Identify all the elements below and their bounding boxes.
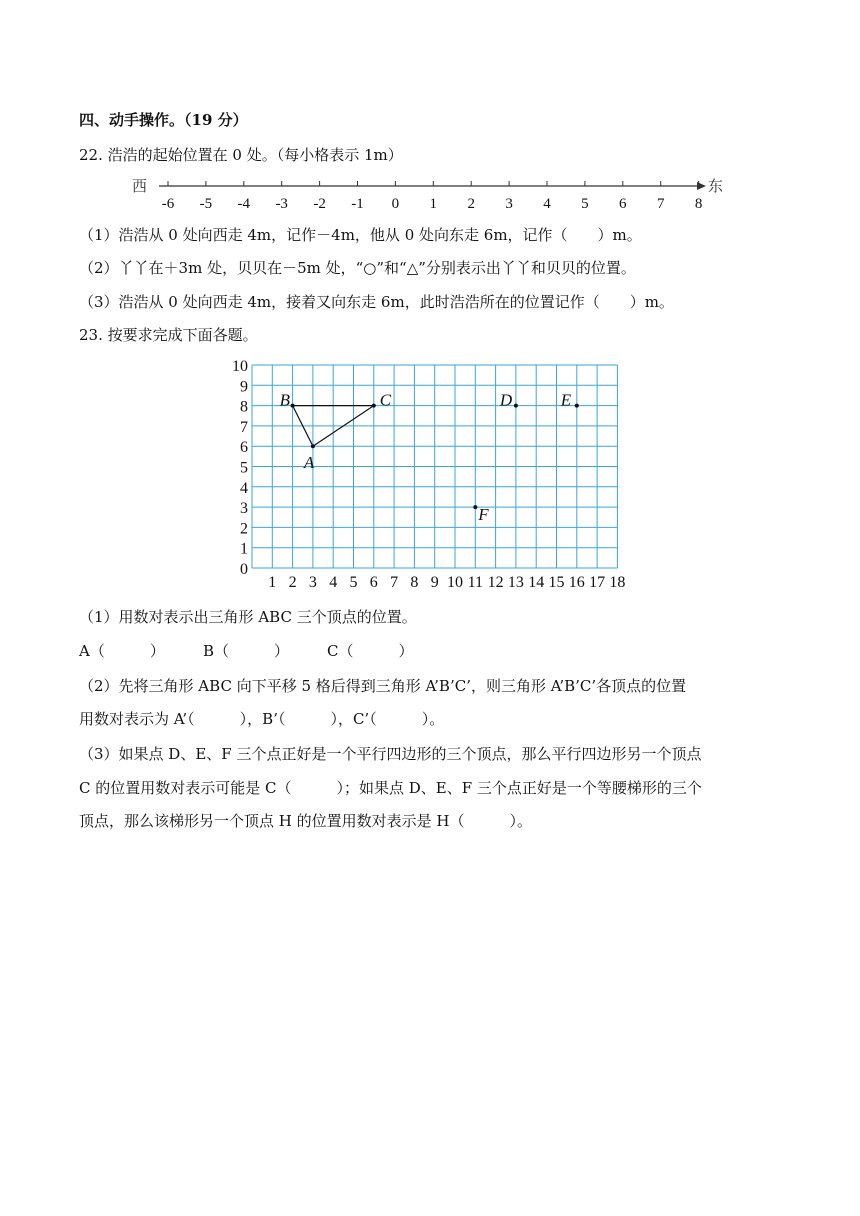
grid-x-tick-label: 2	[288, 574, 297, 591]
grid-y-tick-label: 9	[240, 378, 248, 396]
number-line-west-label: 西	[132, 179, 148, 195]
point-label-d: D	[499, 390, 513, 410]
answer-b: B（ ）	[203, 642, 290, 660]
section-title: 四、动手操作。（19 分）	[79, 111, 248, 129]
grid-x-tick-label: 15	[548, 574, 565, 591]
grid-x-tick-label: 14	[528, 574, 545, 591]
grid-x-tick-label: 1	[268, 574, 277, 591]
q23-part1: （1）用数对表示出三角形 ABC 三个顶点的位置。	[79, 608, 417, 626]
number-line-east-label: 东	[708, 179, 724, 195]
number-line	[0, 172, 860, 212]
q22-part1: （1）浩浩从 0 处向西走 4m，记作－4m，他从 0 处向东走 6m，记作（ ）m。	[79, 226, 642, 244]
number-line-tick-label: 7	[656, 196, 665, 212]
grid-y-tick-label: 8	[240, 398, 248, 416]
grid-x-tick-label: 10	[447, 574, 463, 591]
coordinate-grid	[0, 355, 860, 595]
number-line-tick-label: -4	[237, 196, 251, 212]
point-e	[575, 404, 579, 408]
number-line-tick-label: 2	[467, 196, 475, 212]
number-line-tick-label: 8	[694, 196, 703, 212]
grid-x-tick-label: 3	[308, 574, 317, 591]
grid-x-tick-label: 6	[369, 574, 378, 591]
number-line-tick-label: -1	[351, 196, 364, 212]
point-b	[291, 404, 295, 408]
point-d	[514, 404, 518, 408]
grid-x-tick-label: 17	[589, 574, 606, 591]
number-line-tick-label: -6	[161, 196, 175, 212]
point-label-a: A	[303, 453, 315, 473]
point-label-f: F	[478, 505, 489, 525]
q23-part3-line3: 顶点，那么该梯形另一个顶点 H 的位置用数对表示是 H（ ）。	[79, 812, 532, 830]
point-f	[473, 505, 477, 509]
q23-part3-line2: C 的位置用数对表示可能是 C（ ）；如果点 D、E、F 三个点正好是一个等腰梯形的三个	[79, 779, 702, 797]
point-label-e: E	[560, 390, 572, 410]
grid-x-tick-label: 9	[430, 574, 439, 591]
grid-y-tick-label: 10	[232, 358, 248, 375]
number-line-tick-label: 4	[543, 196, 551, 212]
point-c	[372, 404, 376, 408]
grid-y-tick-label: 4	[240, 479, 248, 497]
number-line-tick-label: 6	[619, 196, 627, 212]
grid-x-tick-label: 11	[467, 574, 484, 591]
grid-y-tick-label: 1	[240, 540, 248, 558]
grid-y-tick-label: 5	[240, 459, 248, 477]
q22-stem: 22. 浩浩的起始位置在 0 处。（每小格表示 1m）	[79, 146, 403, 164]
answer-a: A（ ）	[79, 642, 165, 660]
grid-y-tick-label: 3	[240, 500, 248, 518]
grid-x-tick-label: 7	[390, 574, 399, 591]
grid-x-tick-label: 5	[349, 574, 358, 591]
number-line-tick-label: -3	[275, 196, 288, 212]
number-line-tick-label: 5	[581, 196, 589, 212]
q23-part3-line1: （3）如果点 D、E、F 三个点正好是一个平行四边形的三个顶点，那么平行四边形另一个顶点	[79, 745, 702, 763]
point-label-c: C	[379, 390, 392, 410]
number-line-tick-label: 1	[429, 196, 438, 212]
number-line-tick-label: 3	[505, 196, 513, 212]
grid-x-tick-label: 18	[609, 574, 626, 591]
number-line-tick-label: 0	[391, 196, 400, 212]
grid-x-tick-label: 4	[329, 574, 338, 591]
q23-stem: 23. 按要求完成下面各题。	[79, 326, 258, 344]
grid-x-tick-label: 8	[410, 574, 419, 591]
q22-part2: （2）丫丫在＋3m 处，贝贝在－5m 处，“○”和“△”分别表示出丫丫和贝贝的位置。	[79, 259, 636, 277]
grid-x-tick-label: 16	[568, 574, 585, 591]
number-line-tick-label: -2	[313, 196, 326, 212]
grid-x-tick-label: 12	[487, 574, 504, 591]
point-a	[311, 444, 315, 448]
answer-c: C（ ）	[327, 642, 414, 660]
number-line-tick-label: -5	[199, 196, 213, 212]
grid-x-tick-label: 13	[507, 574, 524, 591]
grid-y-tick-label: 7	[240, 418, 248, 436]
q23-part2-line2: 用数对表示为 A’（ ），B’（ ），C’（ ）。	[79, 710, 445, 728]
grid-y-tick-label: 0	[240, 561, 248, 578]
grid-y-tick-label: 6	[240, 439, 248, 457]
grid-y-tick-label: 2	[240, 520, 248, 538]
q22-part3: （3）浩浩从 0 处向西走 4m，接着又向东走 6m，此时浩浩所在的位置记作（ ）m。	[79, 293, 674, 311]
q23-part2-line1: （2）先将三角形 ABC 向下平移 5 格后得到三角形 A’B’C’，则三角形 A’B’C’各顶点的位置	[79, 677, 687, 695]
point-label-b: B	[279, 390, 290, 410]
